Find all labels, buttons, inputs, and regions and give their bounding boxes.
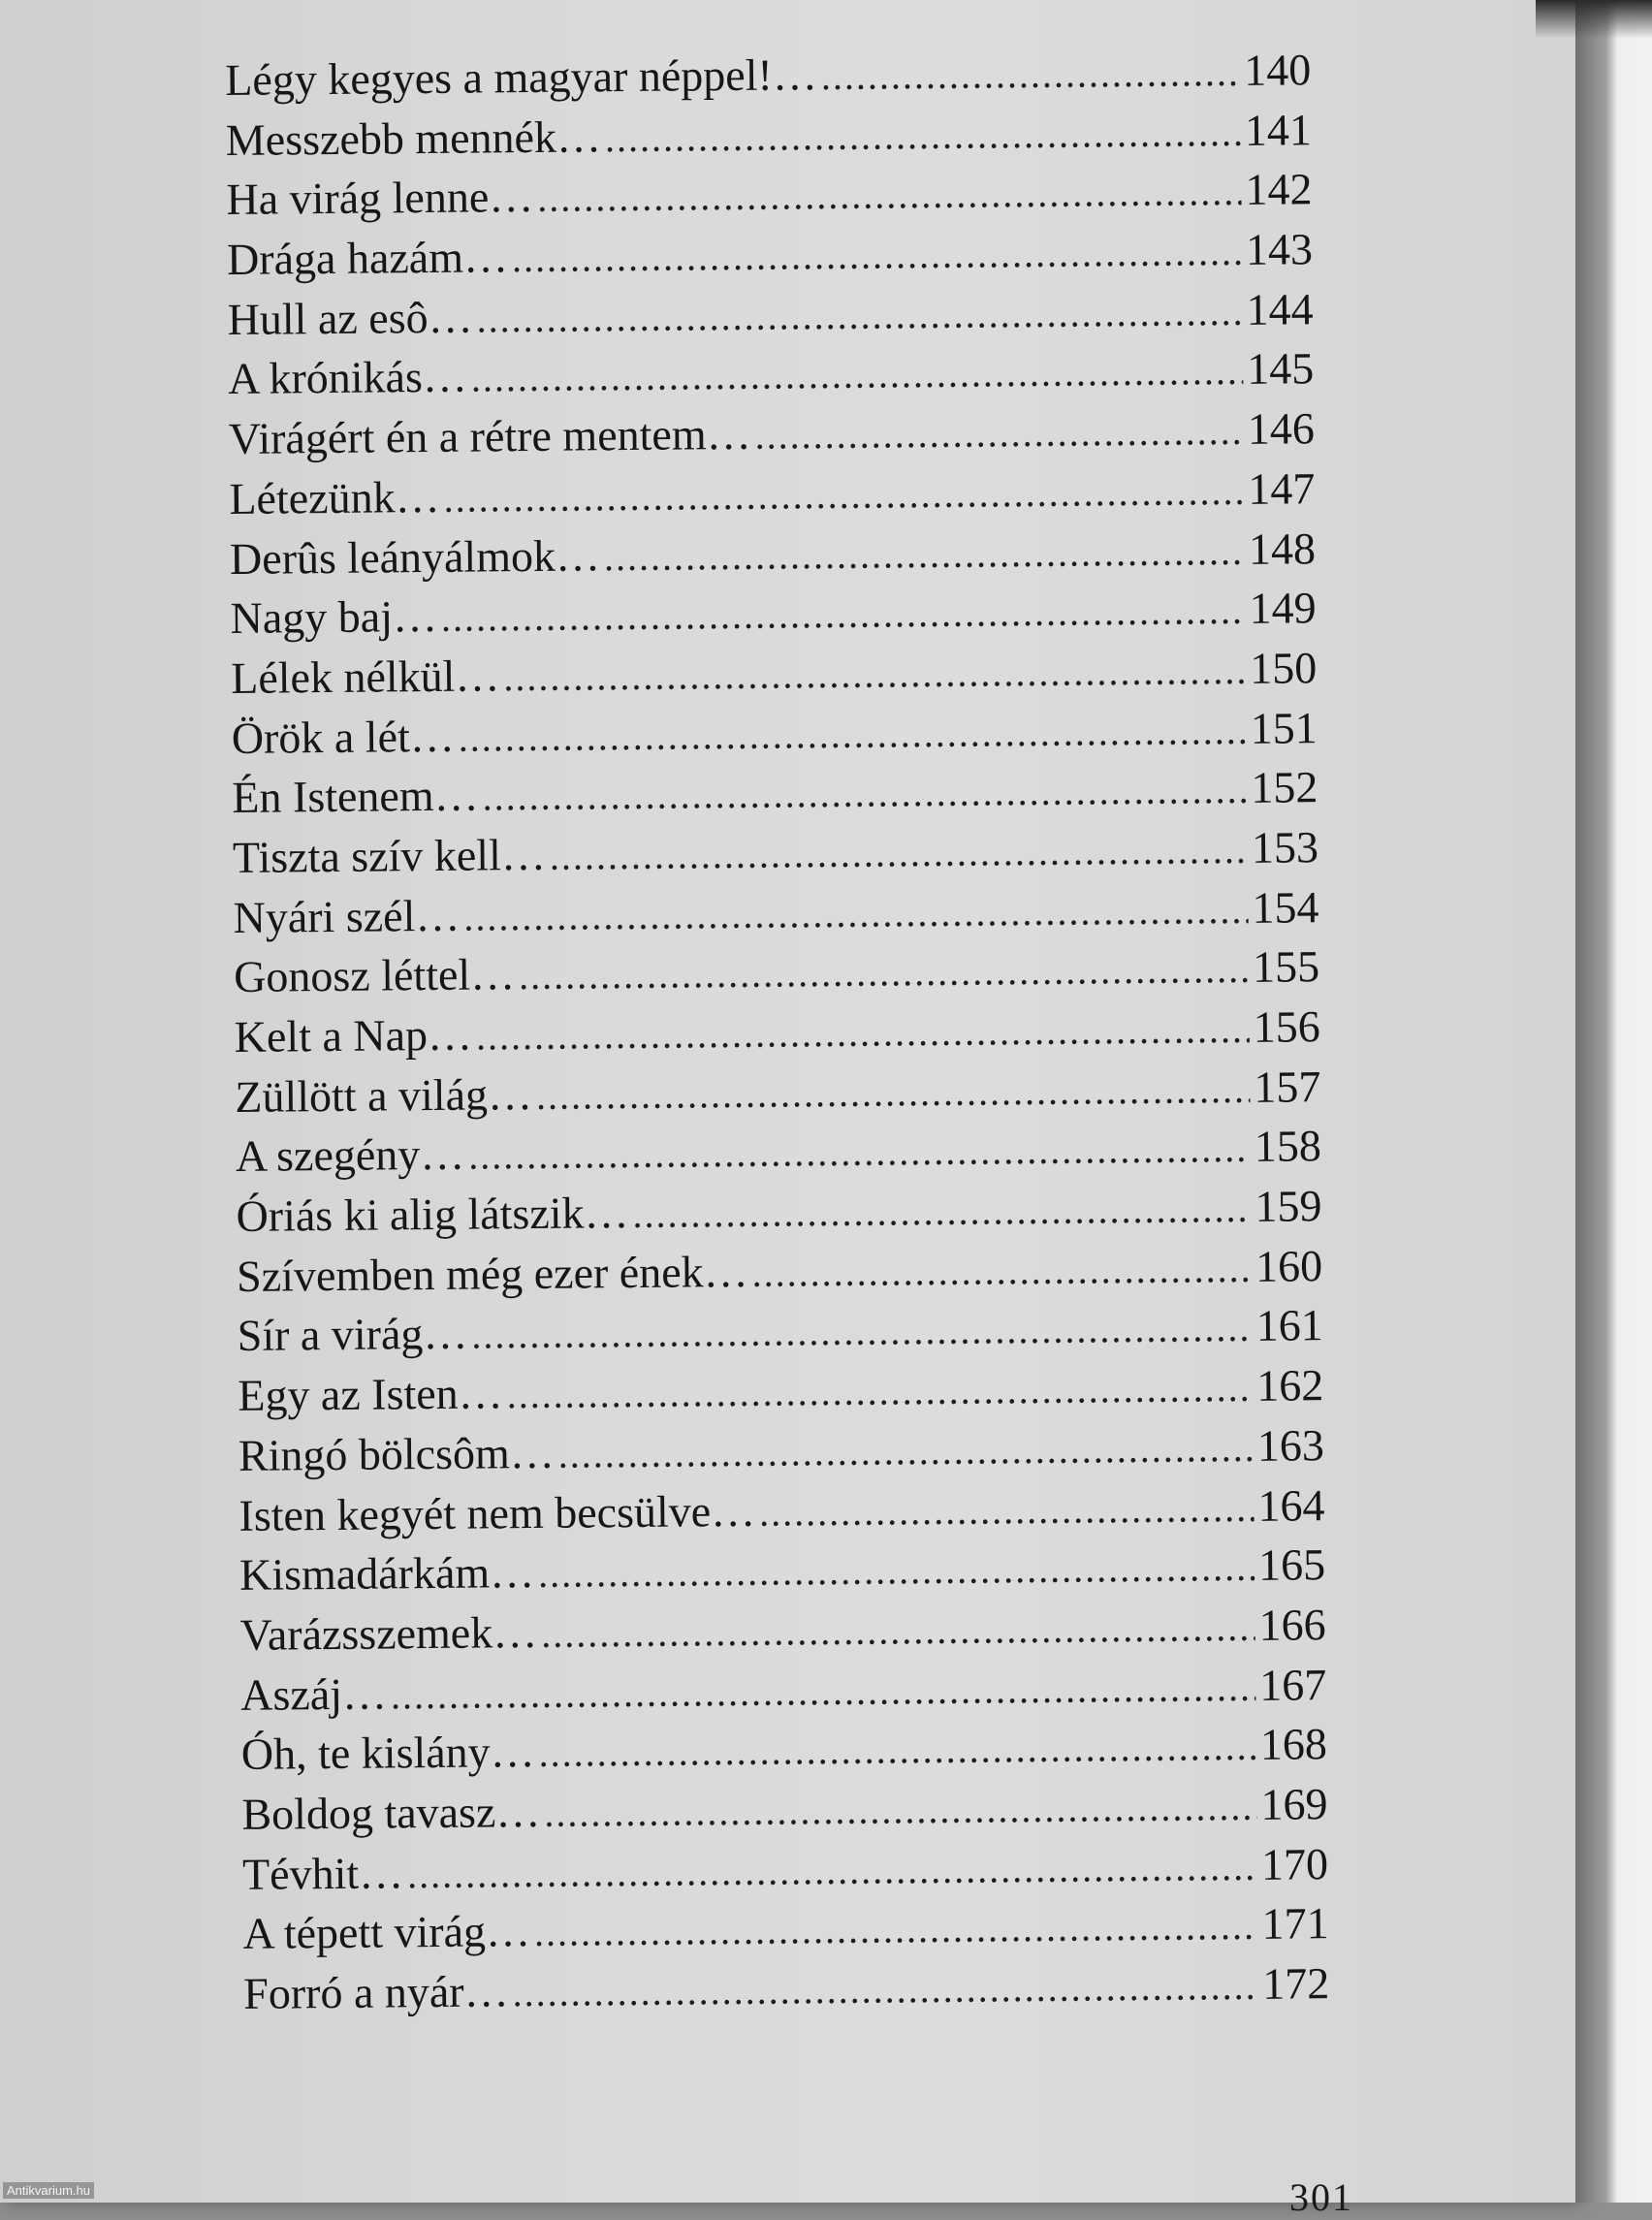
- toc-entry: [227, 219, 1314, 289]
- dot-leader: [538, 1538, 1255, 1604]
- toc-entry: [243, 1953, 1330, 2023]
- toc-page-number: 141: [1244, 104, 1313, 155]
- toc-page-number: 161: [1255, 1300, 1323, 1351]
- watermark: Antikvarium.hu: [3, 2182, 94, 2199]
- toc-entry: [234, 997, 1320, 1066]
- dot-leader: [443, 461, 1244, 529]
- toc-page-number: 150: [1249, 643, 1318, 693]
- toc-title: Kismadárkám…: [238, 1547, 535, 1601]
- toc-entry: [227, 279, 1314, 349]
- toc-title: Aszáj…: [240, 1668, 388, 1720]
- dot-leader: [632, 1179, 1252, 1245]
- toc-entry: [229, 459, 1316, 528]
- toc-page-number: 166: [1258, 1600, 1326, 1650]
- toc-page-number: 154: [1252, 881, 1319, 933]
- toc-entry: [241, 1774, 1328, 1844]
- toc-title: Drága hazám…: [226, 232, 509, 285]
- dot-leader: [463, 880, 1249, 947]
- toc-page-number: 171: [1261, 1898, 1329, 1950]
- dot-leader: [506, 1358, 1253, 1425]
- toc-page-number: 163: [1256, 1419, 1325, 1471]
- dot-leader: [458, 700, 1247, 768]
- toc-page-number: 144: [1246, 283, 1314, 334]
- dot-leader: [476, 999, 1250, 1066]
- toc-title: Boldog tavasz…: [241, 1786, 541, 1839]
- toc-title: Létezünk…: [229, 471, 440, 523]
- toc-title: Sír a virág…: [237, 1309, 468, 1361]
- dot-leader: [557, 1418, 1254, 1485]
- table-of-contents: [225, 40, 1329, 2023]
- page-number: 301: [1289, 2175, 1353, 2219]
- toc-page-number: 149: [1249, 583, 1317, 634]
- dot-leader: [441, 581, 1246, 649]
- dot-leader: [391, 1657, 1256, 1725]
- toc-page-number: 146: [1247, 403, 1316, 455]
- toc-page-number: 140: [1243, 45, 1312, 95]
- toc-title: Gonosz léttel…: [233, 949, 516, 1002]
- toc-title: Egy az Isten…: [238, 1368, 503, 1421]
- toc-entry: [229, 398, 1316, 468]
- dot-leader: [754, 401, 1244, 466]
- dot-leader: [476, 282, 1243, 349]
- toc-page-number: 157: [1254, 1061, 1321, 1112]
- dot-leader: [537, 162, 1242, 229]
- dot-leader: [541, 1598, 1255, 1665]
- toc-page-number: 151: [1250, 702, 1318, 753]
- toc-entry: [232, 757, 1318, 827]
- toc-title: Isten kegyét nem becsülve…: [238, 1485, 756, 1540]
- toc-entry: [230, 519, 1317, 588]
- toc-entry: [231, 638, 1318, 708]
- toc-title: A krónikás…: [228, 352, 468, 404]
- toc-entry: [238, 1355, 1324, 1425]
- toc-title: Tiszta szív kell…: [232, 829, 547, 882]
- dot-leader: [604, 521, 1246, 587]
- toc-entry: [233, 877, 1319, 947]
- dot-leader: [605, 103, 1241, 169]
- toc-entry: [226, 100, 1313, 170]
- toc-title: Virágért én a rétre mentem…: [228, 408, 751, 464]
- toc-page-number: 158: [1254, 1121, 1322, 1172]
- book-page-edge: [1575, 0, 1652, 2203]
- toc-page-number: 169: [1260, 1779, 1328, 1829]
- toc-title: Nagy baj…: [230, 591, 438, 644]
- dot-leader: [468, 1119, 1251, 1186]
- dot-leader: [550, 820, 1249, 887]
- toc-entry: [236, 1176, 1322, 1246]
- toc-page-number: 165: [1257, 1539, 1326, 1591]
- toc-title: Örök a lét…: [231, 711, 455, 763]
- toc-entry: [237, 1236, 1323, 1306]
- toc-title: Züllött a világ…: [235, 1068, 533, 1122]
- toc-page-number: 147: [1248, 463, 1316, 514]
- toc-page-number: 142: [1245, 164, 1313, 215]
- toc-entry: [242, 1893, 1329, 1963]
- toc-title: Forró a nyár…: [242, 1966, 509, 2018]
- toc-entry: [232, 698, 1318, 768]
- toc-page-number: 170: [1260, 1838, 1329, 1889]
- toc-entry: [239, 1535, 1326, 1604]
- toc-page-number: 152: [1251, 762, 1318, 813]
- toc-page-number: 145: [1246, 343, 1315, 395]
- toc-title: Hull az esô…: [227, 292, 473, 344]
- toc-title: Varázsszemek…: [239, 1606, 538, 1660]
- toc-page-number: 172: [1261, 1958, 1330, 2009]
- dot-leader: [519, 939, 1250, 1006]
- toc-page-number: 156: [1253, 1001, 1320, 1052]
- toc-page-number: 155: [1252, 941, 1320, 993]
- toc-entry: [234, 937, 1320, 1007]
- toc-entry: [236, 1117, 1322, 1187]
- toc-page-number: 159: [1255, 1181, 1322, 1231]
- toc-title: Messzebb mennék…: [225, 111, 602, 165]
- toc-title: Derûs leányálmok…: [229, 529, 601, 584]
- dot-leader: [471, 1298, 1253, 1365]
- toc-title: Óh, te kislány…: [240, 1727, 535, 1780]
- toc-page-number: 143: [1245, 224, 1314, 274]
- toc-entry: [226, 160, 1313, 230]
- toc-title: Ringó bölcsôm…: [238, 1427, 555, 1480]
- toc-title: A szegény…: [235, 1129, 465, 1182]
- toc-entry: [230, 578, 1317, 648]
- toc-title: Kelt a Nap…: [234, 1009, 473, 1062]
- corner-shadow: [1536, 0, 1652, 39]
- toc-page-number: 160: [1255, 1240, 1323, 1291]
- toc-entry: [240, 1655, 1327, 1725]
- dot-leader: [512, 1956, 1258, 2023]
- toc-title: Ha virág lenne…: [226, 172, 534, 225]
- toc-entry: [237, 1296, 1323, 1366]
- dot-leader: [407, 1836, 1257, 1904]
- toc-title: Nyári szél…: [233, 890, 461, 942]
- dot-leader: [538, 1717, 1256, 1784]
- toc-page-number: 148: [1248, 523, 1317, 574]
- toc-entry: [241, 1714, 1328, 1784]
- toc-page-number: 168: [1259, 1719, 1328, 1770]
- toc-entry: [238, 1415, 1325, 1485]
- dot-leader: [759, 1477, 1255, 1542]
- toc-page-number: 164: [1257, 1479, 1325, 1531]
- toc-title: Lélek nélkül…: [230, 650, 500, 703]
- toc-entry: [225, 40, 1312, 110]
- toc-entry: [242, 1834, 1329, 1904]
- toc-entry: [228, 339, 1315, 409]
- toc-entry: [238, 1475, 1325, 1545]
- dot-leader: [512, 222, 1243, 289]
- dot-leader: [482, 760, 1247, 827]
- toc-title: Légy kegyes a magyar néppel!…: [225, 49, 818, 105]
- toc-page-number: 153: [1251, 822, 1319, 872]
- dot-leader: [751, 1239, 1252, 1304]
- toc-title: Tévhit…: [241, 1847, 404, 1899]
- toc-page-number: 167: [1258, 1659, 1327, 1710]
- toc-entry: [235, 1057, 1321, 1126]
- toc-title: Szívemben még ezer ének…: [236, 1246, 748, 1301]
- toc-entry: [239, 1595, 1326, 1665]
- dot-leader: [471, 341, 1244, 408]
- toc-title: Én Istenem…: [232, 770, 479, 823]
- toc-entry: [233, 817, 1319, 887]
- dot-leader: [534, 1896, 1258, 1963]
- dot-leader: [503, 641, 1246, 708]
- toc-page-number: 162: [1256, 1360, 1324, 1411]
- toc-title: A tépett virág…: [242, 1906, 531, 1959]
- dot-leader: [536, 1060, 1251, 1126]
- dot-leader: [821, 43, 1241, 107]
- toc-title: Óriás ki alig látszik…: [236, 1188, 629, 1242]
- dot-leader: [544, 1777, 1257, 1844]
